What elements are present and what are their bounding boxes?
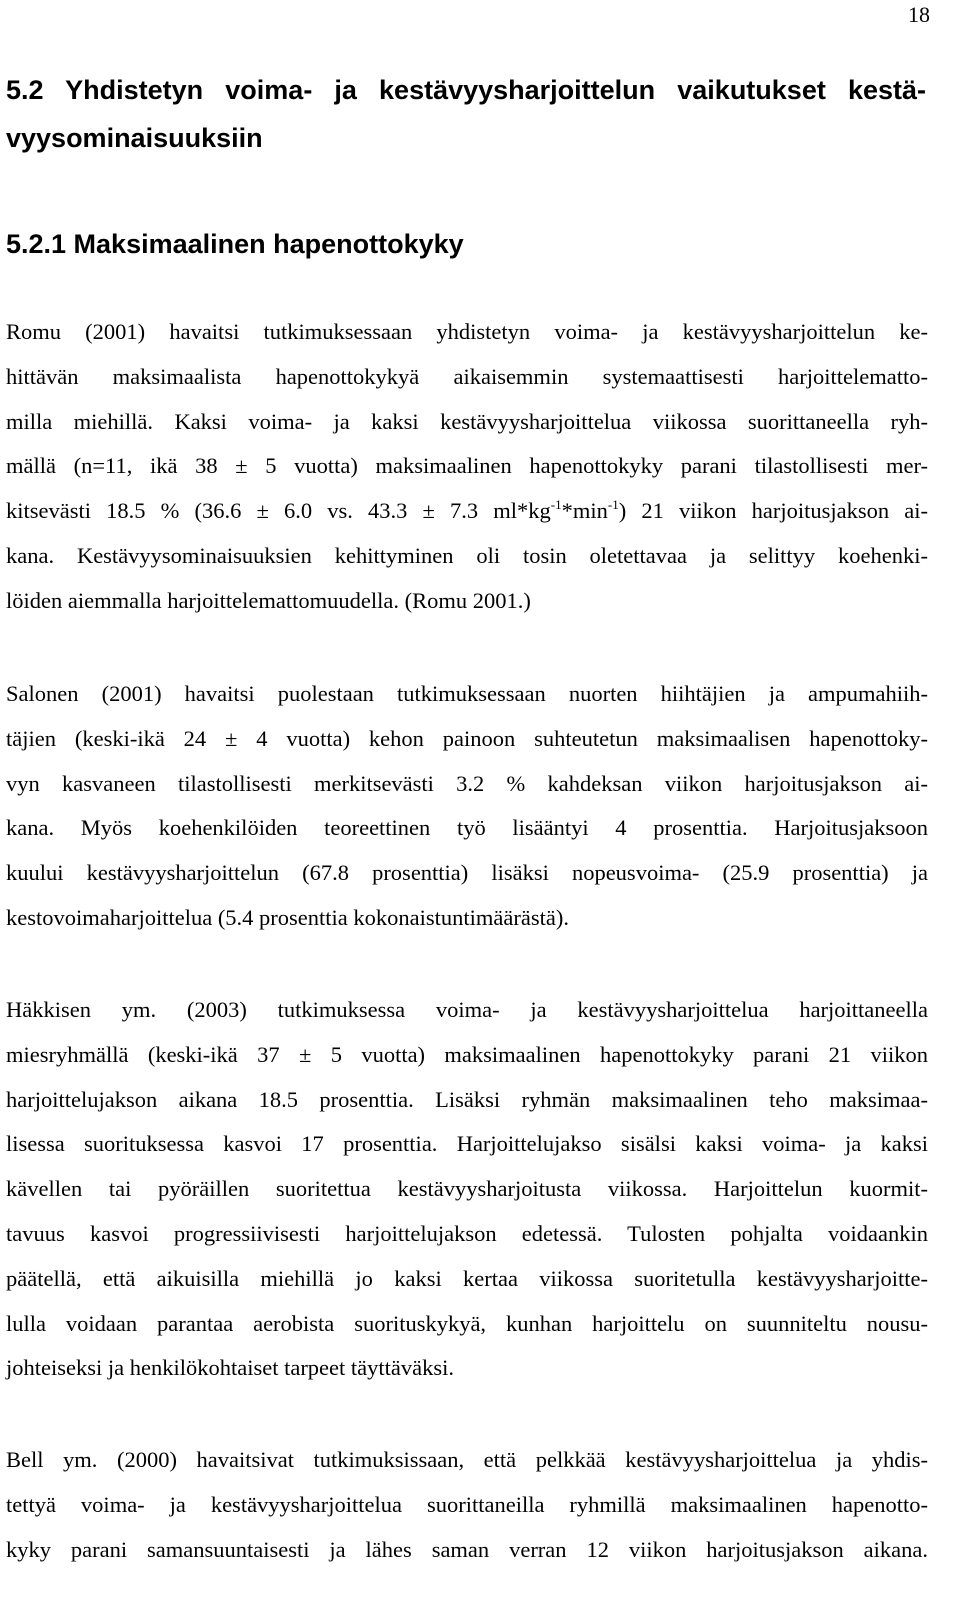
paragraph-line: Bell ym. (2000) havaitsivat tutkimuksissaan, että pelkkää kestävyysharjoittelua ja yhdis- bbox=[6, 1447, 928, 1472]
paragraph-line: vyn kasvaneen tilastollisesti merkitsevästi 3.2 % kahdeksan viikon harjoitusjakson ai- bbox=[6, 770, 928, 796]
paragraph-line: kestovoimaharjoittelua (5.4 prosenttia kokonaistuntimäärästä). bbox=[6, 904, 569, 930]
text-segment: ) 21 viikon harjoitusjakson ai- bbox=[618, 498, 928, 524]
subsection-heading bbox=[6, 220, 926, 268]
superscript: -1 bbox=[550, 497, 562, 513]
paragraph-line: mällä (n=11, ikä 38 ± 5 vuotta) maksimaalinen hapenottokyky parani tilastollisesti mer- bbox=[6, 453, 928, 479]
paragraph-line: miesryhmällä (keski-ikä 37 ± 5 vuotta) maksimaalinen hapenottokyky parani 21 viikon bbox=[6, 1041, 928, 1067]
text-segment: kitsevästi 18.5 % (36.6 ± 6.0 vs. 43.3 ± 7.3 ml*kg bbox=[6, 498, 551, 524]
paragraph-line: kävellen tai pyöräillen suoritettua kestävyysharjoitusta viikossa. Harjoittelun kuormit- bbox=[6, 1176, 928, 1202]
paragraph-line: kana. Myös koehenkilöiden teoreettinen työ lisääntyi 4 prosenttia. Harjoitusjaksoon bbox=[6, 815, 928, 841]
paragraph-line: milla miehillä. Kaksi voima- ja kaksi kestävyysharjoittelua viikossa suorittaneella ryh- bbox=[6, 408, 928, 434]
paragraph-line: hittävän maksimaalista hapenottokykyä aikaisemmin systemaattisesti harjoittelematto- bbox=[6, 363, 928, 389]
paragraph-line: löiden aiemmalla harjoittelemattomuudella. (Romu 2001.) bbox=[6, 587, 531, 613]
paragraph-line: täjien (keski-ikä 24 ± 4 vuotta) kehon painoon suhteutetun maksimaalisen hapenottoky- bbox=[6, 725, 928, 751]
paragraph-line: johteiseksi ja henkilökohtaiset tarpeet täyttäväksi. bbox=[6, 1355, 455, 1381]
section-heading-line-1: 5.2 Yhdistetyn voima- ja kestävyysharjoittelun vaikutukset kestä- bbox=[6, 75, 926, 105]
paragraph-line: harjoittelujakson aikana 18.5 prosenttia. Lisäksi ryhmän maksimaalinen teho maksimaa- bbox=[6, 1086, 928, 1112]
section-heading bbox=[6, 66, 926, 162]
paragraph-line: tavuus kasvoi progressiivisesti harjoittelujakson edetessä. Tulosten pohjalta voidaankin bbox=[6, 1220, 928, 1246]
paragraph-line-with-units bbox=[6, 489, 928, 534]
paragraph-romu bbox=[6, 310, 928, 624]
paragraph-line: kyky parani samansuuntaisesti ja lähes saman verran 12 viikon harjoitusjakson aikana. bbox=[6, 1536, 928, 1562]
text-segment: *min bbox=[561, 498, 608, 524]
subsection-heading-text: 5.2.1 Maksimaalinen hapenottokyky bbox=[6, 229, 464, 259]
paragraph-line: kana. Kestävyysominaisuuksien kehittyminen oli tosin oletettavaa ja selittyy koehenki- bbox=[6, 542, 928, 568]
paragraph-bell bbox=[6, 1438, 928, 1572]
paragraph-hakkinen bbox=[6, 988, 928, 1391]
paragraph-line: Romu (2001) havaitsi tutkimuksessaan yhdistetyn voima- ja kestävyysharjoittelun ke- bbox=[6, 319, 928, 344]
paragraph-line: lisessa suorituksessa kasvoi 17 prosenttia. Harjoittelujakso sisälsi kaksi voima- ja kaksi bbox=[6, 1131, 928, 1157]
paragraph-line: tettyä voima- ja kestävyysharjoittelua suorittaneilla ryhmillä maksimaalinen hapenotto- bbox=[6, 1491, 928, 1517]
paragraph-line: lulla voidaan parantaa aerobista suorituskykyä, kunhan harjoittelu on suunniteltu nousu- bbox=[6, 1310, 928, 1336]
paragraph-line: kuului kestävyysharjoittelun (67.8 prosenttia) lisäksi nopeusvoima- (25.9 prosenttia) ja bbox=[6, 860, 928, 886]
paragraph-line: Häkkisen ym. (2003) tutkimuksessa voima- ja kestävyysharjoittelua harjoittaneella bbox=[6, 997, 928, 1022]
page-number: 18 bbox=[908, 2, 930, 27]
paragraph-salonen bbox=[6, 672, 928, 941]
superscript: -1 bbox=[607, 497, 619, 513]
paragraph-line: päätellä, että aikuisilla miehillä jo kaksi kertaa viikossa suoritetulla kestävyysharjoitte- bbox=[6, 1265, 928, 1291]
section-heading-line-2: vyysominaisuuksiin bbox=[6, 123, 263, 153]
paragraph-line: Salonen (2001) havaitsi puolestaan tutkimuksessaan nuorten hiihtäjien ja ampumahiih- bbox=[6, 681, 928, 706]
